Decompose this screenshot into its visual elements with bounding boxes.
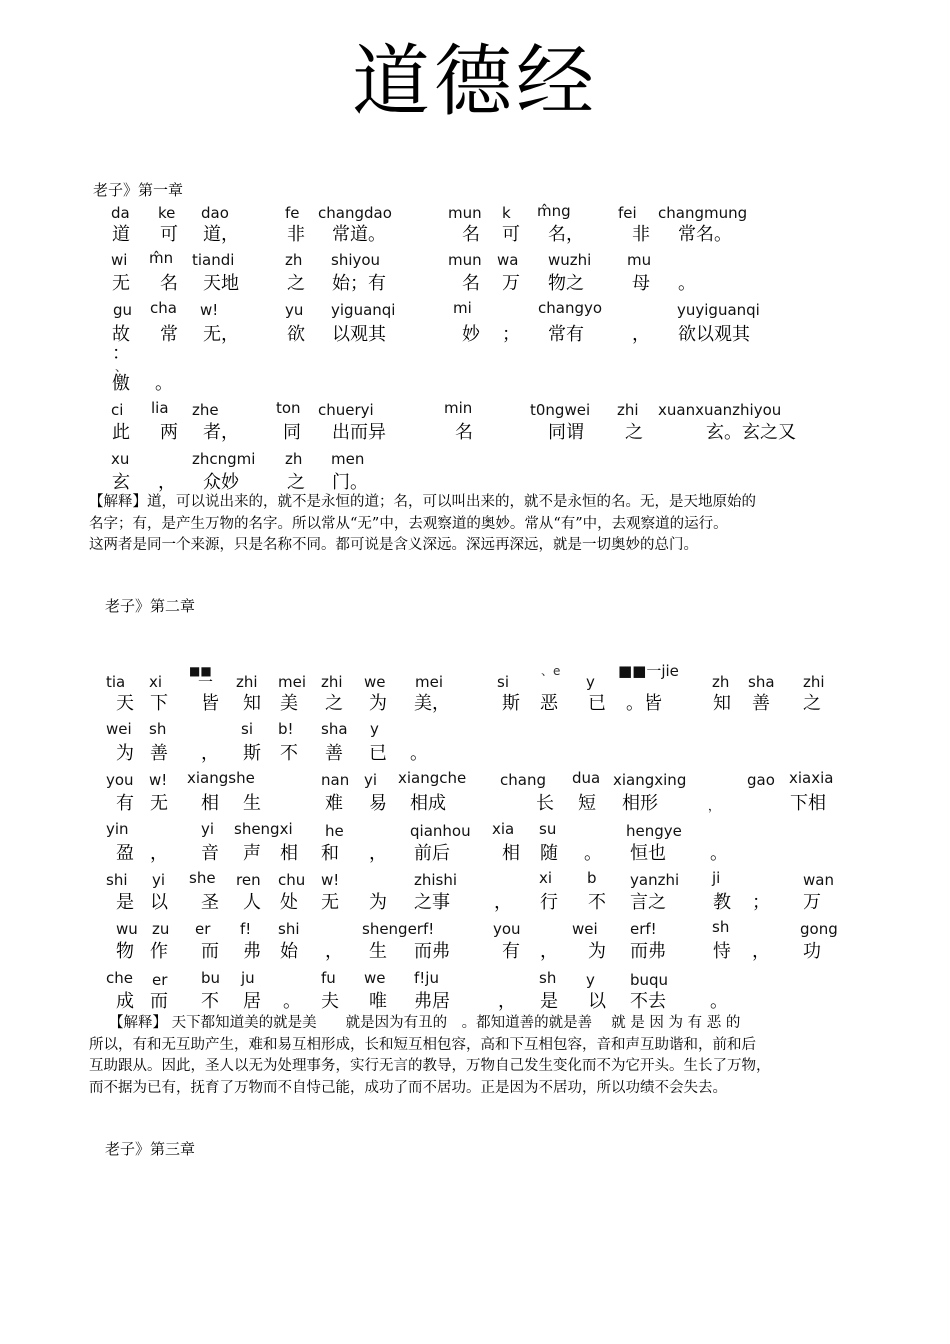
hanzi: 。 [710, 843, 728, 864]
hanzi: 短 [578, 793, 596, 814]
hanzi: 下相 [790, 793, 826, 814]
pinyin: tia [106, 673, 126, 691]
pinyin: tiandi [192, 251, 235, 269]
pinyin: k [502, 204, 511, 222]
hanzi: 之 [287, 472, 305, 493]
hanzi: 和 [321, 843, 339, 864]
pinyin: dao [201, 204, 229, 222]
hanzi: 常名。 [678, 224, 732, 245]
hanzi: 名 [462, 224, 480, 245]
pinyin: f! [240, 920, 252, 938]
pinyin: xi [539, 869, 553, 887]
pinyin: mun [448, 251, 482, 269]
pinyin: f!ju [414, 969, 439, 987]
pinyin: cha [150, 299, 177, 317]
pinyin: shengxi [234, 820, 293, 838]
hanzi: 常 [160, 324, 178, 345]
hanzi: 玄。玄之又 [706, 422, 796, 443]
hanzi: 天 [116, 693, 134, 714]
hanzi: 有 [502, 941, 520, 962]
hanzi: 。 [710, 991, 728, 1012]
hanzi: 之 [625, 422, 643, 443]
pinyin: mu [627, 251, 652, 269]
hanzi: 为 [369, 892, 387, 913]
pinyin: xiaxia [789, 769, 834, 787]
hanzi: 不 [588, 892, 606, 913]
pinyin: sh [712, 918, 730, 936]
pinyin: yi [152, 871, 166, 889]
hanzi: 作 [150, 941, 168, 962]
hanzi: 是 [540, 991, 558, 1012]
pinyin: xu [111, 450, 130, 468]
hanzi: 相成 [410, 793, 446, 814]
pinyin: wi [111, 251, 128, 269]
hanzi: 下 [150, 693, 168, 714]
hanzi: 难 [325, 793, 343, 814]
hanzi: 人 [243, 892, 261, 913]
pinyin: wuzhi [548, 251, 592, 269]
pinyin: changyo [538, 299, 603, 317]
pinyin: fe [285, 204, 300, 222]
pinyin: zhishi [414, 871, 458, 889]
hanzi: 是 [116, 892, 134, 913]
hanzi: 长 [536, 793, 554, 814]
pinyin: t0ngwei [530, 401, 591, 419]
hanzi: 为 [588, 941, 606, 962]
pinyin: xiangshe [187, 769, 255, 787]
pinyin: mun [448, 204, 482, 222]
pinyin: b! [278, 720, 294, 738]
hanzi: 而弗 [414, 941, 450, 962]
pinyin: fu [321, 969, 336, 987]
hanzi: 名 [462, 273, 480, 294]
explanation-line: 【解释】 天下都知道美的就是美 就是因为有丑的 。都知道善的就是善 就 是 因 为 有 恶 的 [109, 1015, 741, 1031]
pinyin: changmung [658, 204, 748, 222]
hanzi: 弗居 [414, 991, 450, 1012]
pinyin: zh [285, 251, 303, 269]
pinyin: shiyou [331, 251, 381, 269]
document-title: 道德经 [351, 37, 598, 127]
pinyin: zhi [617, 401, 639, 419]
hanzi: ， [632, 324, 650, 345]
pinyin: min [444, 399, 473, 417]
hanzi: 圣 [201, 892, 219, 913]
hanzi: 母 [632, 273, 650, 294]
hanzi: 已 [369, 743, 387, 764]
explanation-line: 互助跟从。因此，圣人以无为处理事务，实行无言的教导，万物自己发生变化而不为它开头。生长了万物， [89, 1058, 771, 1074]
hanzi: ， [708, 799, 721, 813]
chapter-1-explanation [89, 492, 756, 557]
hanzi: 斯 [243, 743, 261, 764]
hanzi: 万 [502, 273, 520, 294]
hanzi: 音 [201, 843, 219, 864]
pinyin: we [364, 673, 386, 691]
pinyin: zhi [321, 673, 343, 691]
pinyin: yin [106, 820, 129, 838]
pinyin: wei [572, 920, 598, 938]
pinyin: nan [321, 771, 350, 789]
hanzi: 欲 [287, 324, 305, 345]
hanzi: 生 [243, 793, 261, 814]
hanzi: 行 [540, 892, 558, 913]
chapter-1-heading: 老子》第一章 [93, 181, 184, 199]
pinyin: gu [113, 301, 133, 319]
hanzi: 以观其 [332, 324, 386, 345]
hanzi: 始；有 [332, 273, 386, 294]
hanzi: 随 [540, 843, 558, 864]
pinyin: da [111, 204, 130, 222]
hanzi: 妙 [462, 324, 480, 345]
hanzi: ， [494, 892, 512, 913]
pinyin: men [331, 450, 365, 468]
hanzi: 相 [502, 843, 520, 864]
pinyin: chu [278, 871, 306, 889]
pinyin: ke [158, 204, 176, 222]
hanzi: 无， [203, 324, 239, 345]
hanzi: 为 [116, 743, 134, 764]
hanzi: 善 [752, 693, 770, 714]
hanzi: 者， [203, 422, 239, 443]
hanzi: 前后 [414, 843, 450, 864]
pinyin: bu [201, 969, 221, 987]
hanzi: 不 [201, 991, 219, 1012]
hanzi: ， [158, 472, 176, 493]
hanzi: 儌 [112, 373, 130, 394]
explanation-line: 所以，有和无互助产生，难和易互相形成，长和短互相包容，高和下互相包容，音和声互助谐和，前和后 [89, 1036, 756, 1053]
pinyin: zhi [803, 673, 825, 691]
pinyin: yi [201, 820, 215, 838]
hanzi: ， [369, 843, 387, 864]
explanation-line: 而不据为已有，抚育了万物而不自恃己能，成功了而不居功。正是因为不居功，所以功绩不会失去。 [89, 1079, 727, 1096]
pinyin: zhi [236, 673, 258, 691]
hanzi: 同 [283, 422, 301, 443]
hanzi: 斯 [502, 693, 520, 714]
hanzi: 此 [112, 422, 130, 443]
hanzi: ， [752, 941, 770, 962]
pinyin: wu [116, 920, 138, 938]
hanzi: ； [752, 892, 770, 913]
pinyin: he [325, 822, 344, 840]
pinyin: che [106, 969, 133, 987]
hanzi: 无 [112, 273, 130, 294]
hanzi: 成 [116, 991, 134, 1012]
hanzi: 故 [112, 324, 130, 345]
hanzi: 物之 [548, 273, 584, 294]
hanzi: 两 [160, 422, 178, 443]
pinyin: shi [106, 871, 128, 889]
hanzi: 道 [112, 224, 130, 245]
hanzi: 相 [280, 843, 298, 864]
hanzi-colon: ： [112, 343, 130, 364]
pinyin: wa [497, 251, 519, 269]
pinyin: you [493, 920, 521, 938]
hanzi: 天地 [203, 273, 239, 294]
chapter-3-heading: 老子》第三章 [105, 1140, 196, 1158]
hanzi: 有 [116, 793, 134, 814]
hanzi: 非 [287, 224, 305, 245]
pinyin: erf! [630, 920, 657, 938]
pinyin: chueryi [318, 401, 374, 419]
pinyin: mei [415, 673, 444, 691]
pinyin: xi [149, 673, 163, 691]
hanzi: 皆 [201, 693, 219, 714]
pinyin: m̂ng [537, 202, 571, 220]
hanzi: 易 [369, 793, 387, 814]
pinyin: yu [285, 301, 304, 319]
pinyin: 一 [198, 673, 214, 691]
hanzi: 知 [713, 693, 731, 714]
hanzi: 常道。 [332, 224, 386, 245]
hanzi: 弗 [243, 941, 261, 962]
hanzi: 名 [160, 273, 178, 294]
pinyin: y [586, 673, 595, 691]
pinyin: changdao [318, 204, 392, 222]
pinyin: zu [152, 920, 170, 938]
pinyin: mei [278, 673, 307, 691]
explanation-line: 【解释】道，可以说出来的，就不是永恒的道；名，可以叫出来的，就不是永恒的名。无，是天地原始的 [89, 494, 756, 510]
pinyin: fei [618, 204, 637, 222]
pinyin: m̂n [149, 249, 174, 267]
hanzi: 美 [280, 693, 298, 714]
pinyin: zh [712, 673, 730, 691]
pinyin: b [587, 869, 597, 887]
hanzi: 生 [369, 941, 387, 962]
pinyin: zh [285, 450, 303, 468]
hanzi: 已 [588, 693, 606, 714]
pinyin: gao [747, 771, 775, 789]
hanzi: 言之 [630, 892, 666, 913]
pinyin: zhe [192, 401, 219, 419]
hanzi: 。 [678, 273, 696, 294]
hanzi: 以 [150, 892, 168, 913]
pinyin: hengye [626, 822, 682, 840]
pinyin: wei [106, 720, 132, 738]
hanzi: 。 [584, 843, 602, 864]
hanzi: 盈 [116, 843, 134, 864]
hanzi: 万 [803, 892, 821, 913]
pinyin: su [539, 820, 557, 838]
pinyin: er [152, 971, 168, 989]
pinyin: sh [149, 720, 167, 738]
hanzi: 可 [502, 224, 520, 245]
pinyin: yuyiguanqi [677, 301, 760, 319]
hanzi: 。皆 [626, 693, 662, 714]
hanzi: 非 [632, 224, 650, 245]
hanzi: 。 [155, 373, 173, 394]
hanzi: 之事 [414, 892, 450, 913]
hanzi: 始 [280, 941, 298, 962]
hanzi: 相 [201, 793, 219, 814]
garbled-mark: ■■ [189, 664, 212, 678]
hanzi: 常有 [548, 324, 584, 345]
hanzi: 玄 [112, 472, 130, 493]
pinyin: you [106, 771, 134, 789]
hanzi: 相形 [622, 793, 658, 814]
hanzi: 众妙 [203, 472, 239, 493]
hanzi: 恃 [713, 941, 731, 962]
pinyin: er [195, 920, 211, 938]
pinyin: chang [500, 771, 546, 789]
pinyin: ci [111, 401, 124, 419]
pinyin: xiangche [398, 769, 467, 787]
hanzi: 无 [321, 892, 339, 913]
hanzi: 以 [588, 991, 606, 1012]
hanzi: 不去 [630, 991, 666, 1012]
pinyin: yanzhi [630, 871, 680, 889]
pinyin: ji [712, 869, 721, 887]
hanzi: 居 [243, 991, 261, 1012]
pinyin: ju [241, 969, 255, 987]
pinyin: shi [278, 920, 300, 938]
hanzi: 处 [280, 892, 298, 913]
hanzi: 之 [325, 693, 343, 714]
hanzi: 功 [803, 941, 821, 962]
garbled-mark: ■■一jie [618, 662, 679, 680]
pinyin: shengerf! [362, 920, 435, 938]
hanzi: 为 [369, 693, 387, 714]
hanzi: 名， [548, 224, 584, 245]
pinyin: ton [276, 399, 301, 417]
pinyin: qianhou [410, 822, 471, 840]
hanzi: 。 [410, 743, 428, 764]
hanzi: 同谓 [548, 422, 584, 443]
hanzi: 之 [287, 273, 305, 294]
hanzi: 而 [150, 991, 168, 1012]
hanzi: 。 [283, 991, 301, 1012]
pinyin: si [497, 673, 509, 691]
pinyin: we [364, 969, 386, 987]
pinyin: wan [803, 871, 834, 889]
pinyin: w! [149, 771, 168, 789]
pinyin: sh [539, 969, 557, 987]
pinyin: dua [572, 769, 601, 787]
pinyin: lia [151, 399, 169, 417]
pinyin: buqu [630, 971, 669, 989]
pinyin: she [189, 869, 216, 887]
hanzi: ， [540, 941, 558, 962]
pinyin: yi [364, 771, 378, 789]
explanation-line: 这两者是同一个来源，只是名称不同。都可说是含义深远。深远再深远，就是一切奥妙的总门。 [89, 537, 698, 553]
hanzi: 知 [243, 693, 261, 714]
hanzi: 不 [280, 743, 298, 764]
pinyin: w! [321, 871, 340, 889]
stray-mark: 、 [115, 360, 128, 374]
hanzi: 物 [116, 941, 134, 962]
chapter-2-heading: 老子》第二章 [105, 597, 196, 615]
pinyin: xia [492, 820, 515, 838]
hanzi: 声 [243, 843, 261, 864]
hanzi: ， [150, 843, 168, 864]
pinyin: sha [748, 673, 775, 691]
hanzi: ， [498, 991, 516, 1012]
explanation-line: 名字；有，是产生万物的名字。所以常从“无”中，去观察道的奥妙。常从“有”中，去观察道的运行。 [89, 515, 728, 532]
pinyin: y [586, 971, 595, 989]
pinyin: xiangxing [613, 771, 687, 789]
pinyin: mi [453, 299, 472, 317]
pinyin: yiguanqi [331, 301, 396, 319]
hanzi: 可 [160, 224, 178, 245]
pinyin: xuanxuanzhiyou [658, 401, 782, 419]
hanzi: 美， [414, 693, 450, 714]
hanzi: 出而异 [332, 422, 386, 443]
hanzi: 门。 [332, 472, 368, 493]
hanzi: 名 [455, 422, 473, 443]
hanzi: 夫 [321, 991, 339, 1012]
pinyin: sha [321, 720, 348, 738]
hanzi: 无 [150, 793, 168, 814]
hanzi: 善 [150, 743, 168, 764]
hanzi: 教 [713, 892, 731, 913]
hanzi: 恶 [540, 693, 558, 714]
hanzi: 唯 [369, 991, 387, 1012]
hanzi: 之 [803, 693, 821, 714]
hanzi: 而 [201, 941, 219, 962]
hanzi: ； [502, 324, 520, 345]
pinyin: gong [800, 920, 838, 938]
stray-mark: 、e [541, 664, 561, 678]
hanzi: 欲以观其 [678, 324, 750, 345]
hanzi: ， [201, 743, 219, 764]
hanzi: 善 [325, 743, 343, 764]
pinyin: y [370, 720, 379, 738]
pinyin: zhcngmi [192, 450, 256, 468]
hanzi: ， [325, 941, 343, 962]
hanzi: 而弗 [630, 941, 666, 962]
hanzi: 恒也 [630, 843, 666, 864]
pinyin: si [241, 720, 253, 738]
hanzi: 道， [203, 224, 239, 245]
pinyin: ren [236, 871, 261, 889]
pinyin: w! [200, 301, 219, 319]
chapter-2-explanation [89, 1013, 771, 1099]
